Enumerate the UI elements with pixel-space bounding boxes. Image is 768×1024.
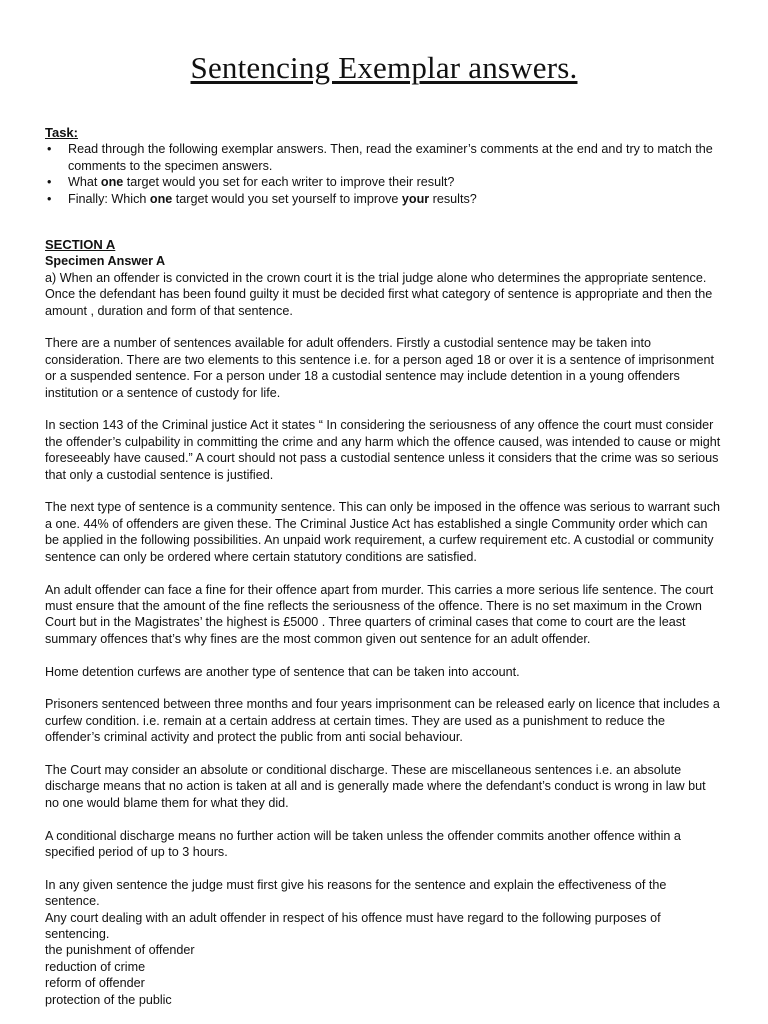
task-item-3-mid: target would you set yourself to improve <box>172 191 402 206</box>
section-heading: SECTION A <box>45 237 116 253</box>
paragraph-7: Prisoners sentenced between three months and four years imprisonment can be released early on licence that includes a curfew condition. i.e. remain at a certain address at certain times. They are used as a punishment to reduce the offender’s criminal activity and protect the public from anti social behaviour. <box>45 697 720 745</box>
paragraph-5: An adult offender can face a fine for their offence apart from murder. This carries a more serious life sentence. The court must ensure that the amount of the fine reflects the seriousness of the offence. There is no set maximum in the Crown Court but in the Magistrates’ the highest is £5000 . Three quarters of criminal cases that come to court are the least summary offences that’s why fines are the most common given out sentence for an adult offender. <box>45 582 714 646</box>
task-item-3-bold2: your <box>401 191 430 206</box>
task-item-3-bold: one <box>149 191 173 206</box>
task-item-3-post: results? <box>429 191 477 206</box>
paragraph-4: The next type of sentence is a community sentence. This can only be imposed in the offence was serious to warrant such a one. 44% of offenders are given these. The Criminal Justice Act has established a single Community order which can be applied in the following possibilities. An unpaid work requirement, a curfew requirement etc. A custodial or community sentence can only be ordered where certain statutory conditions are satisfied. <box>45 500 721 564</box>
paragraph-3: In section 143 of the Criminal justice Act it states “ In considering the seriousness of any offence the court must consider the offender’s culpability in committing the crime and any harm which the offence caused, was intended to cause or might foreseeably have caused.” A court should not pass a custodial sentence unless it considers that the crime was so serious that only a custodial sentence is justified. <box>45 418 721 482</box>
paragraph-1: a) When an offender is convicted in the crown court it is the trial judge alone who determines the appropriate sentence. Once the defendant has been found guilty it must be decided first what category of sentence is appropriate and then the amount , duration and form of that sentence. <box>45 270 713 318</box>
final-line-2: Any court dealing with an adult offender in respect of his offence must have regard to the following purposes of sentencing. <box>45 910 661 941</box>
page-title: Sentencing Exemplar answers. <box>190 50 578 85</box>
section-subheading: Specimen Answer A <box>45 254 166 269</box>
task-item-2-pre: What <box>68 175 101 190</box>
task-item-2-bold: one <box>100 175 124 190</box>
purpose-item-1: the punishment of offender <box>45 943 195 958</box>
task-item-1 <box>45 141 721 174</box>
task-item-3 <box>45 191 721 207</box>
task-list <box>45 141 721 207</box>
task-item-2-post: target would you set for each writer to improve their result? <box>123 175 455 190</box>
paragraph-2: There are a number of sentences available for adult offenders. Firstly a custodial sentence may be taken into consideration. There are two elements to this sentence i.e. for a person aged 18 or over it is a sentence of imprisonment or a suspended sentence. For a person under 18 a custodial sentence may include detention in a young offenders institution or a sentence of custody for life. <box>45 336 714 400</box>
paragraph-6: Home detention curfews are another type of sentence that can be taken into account. <box>45 664 520 679</box>
final-line-1: In any given sentence the judge must first give his reasons for the sentence and explain the effectiveness of the sentence. <box>45 877 667 909</box>
purpose-item-3: reform of offender <box>45 976 145 991</box>
document-body <box>45 125 721 1008</box>
task-heading: Task: <box>45 125 78 140</box>
purpose-item-4: protection of the public <box>45 992 172 1007</box>
purpose-item-2: reduction of crime <box>45 959 146 974</box>
paragraph-9: A conditional discharge means no further action will be taken unless the offender commits another offence within a specified period of up to 3 hours. <box>45 828 681 859</box>
paragraph-8: The Court may consider an absolute or conditional discharge. These are miscellaneous sentences i.e. an absolute discharge means that no action is taken at all and is generally made where the defendant’s conduct is wrong in law but no one would blame them for what they did. <box>45 762 706 810</box>
task-item-3-pre: Finally: Which <box>68 191 150 206</box>
task-item-1-text: Read through the following exemplar answers. Then, read the examiner’s comments at the end and try to match the comments to the specimen answers. <box>68 142 713 173</box>
task-item-2 <box>45 174 721 190</box>
